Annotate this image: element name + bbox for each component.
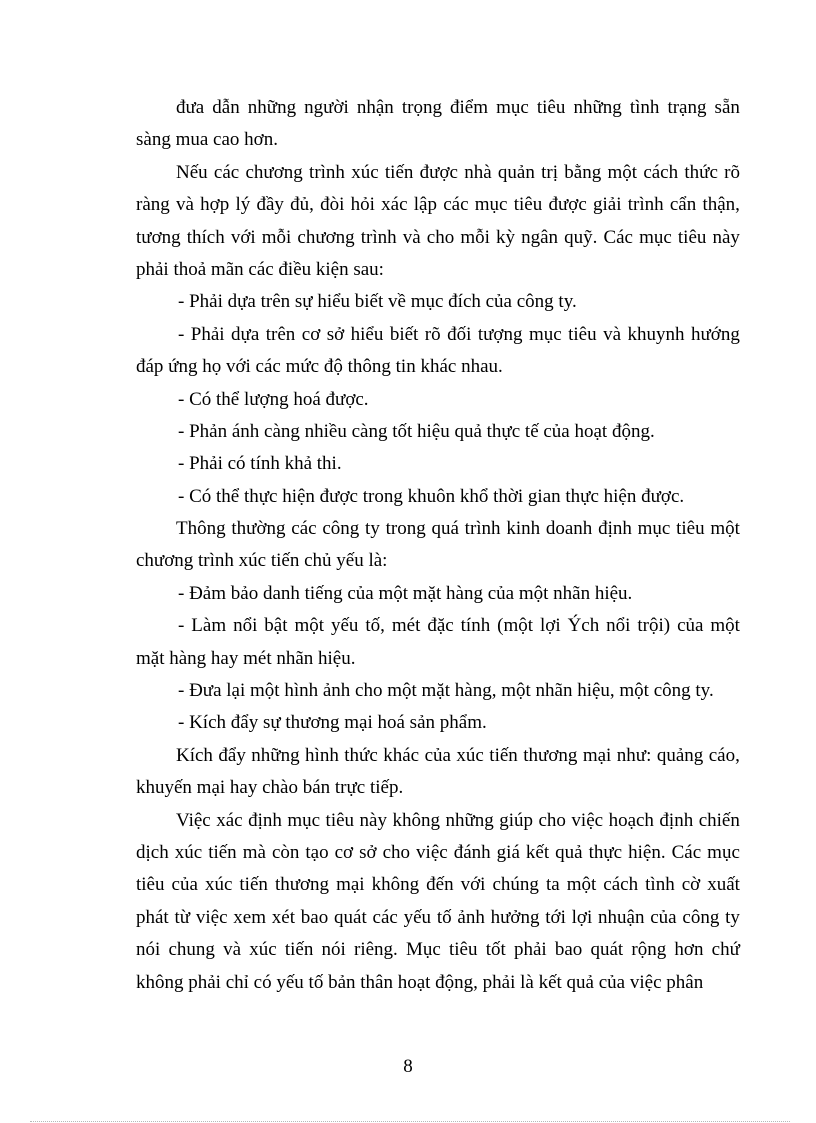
text-line: mặt hàng hay mét nhãn hiệu.	[136, 647, 356, 669]
list-item: - Kích đẩy sự thương mại hoá sản phẩm.	[178, 712, 487, 734]
text-line: phát từ việc xem xét bao quát các yếu tố ảnh hưởng tới lợi nhuận của công ty	[136, 906, 740, 928]
text-line: tiêu của xúc tiến thương mại không đến với chúng ta một cách tình cờ xuất	[136, 874, 740, 896]
page-number: 8	[403, 1056, 413, 1077]
list-item: - Đưa lại một hình ảnh cho một mặt hàng, một nhãn hiệu, một công ty.	[178, 680, 714, 702]
list-item: - Đảm bảo danh tiếng của một mặt hàng của một nhãn hiệu.	[178, 582, 633, 604]
text-line: đưa dẫn những người nhận trọng điểm mục tiêu những tình trạng sẵn	[176, 97, 740, 118]
footer-divider	[30, 1121, 790, 1122]
text-line: Kích đẩy những hình thức khác của xúc tiến thương mại như: quảng cáo,	[176, 744, 740, 766]
text-line: Thông thường các công ty trong quá trình kinh doanh định mục tiêu một	[176, 518, 740, 540]
list-item: - Phản ánh càng nhiều càng tốt hiệu quả thực tế của hoạt động.	[178, 420, 655, 442]
body-text	[136, 92, 740, 999]
text-line: sàng mua cao hơn.	[136, 129, 278, 151]
text-line: tương thích với mỗi chương trình và cho mỗi kỳ ngân quỹ. Các mục tiêu này	[136, 226, 740, 248]
list-item: - Phải dựa trên cơ sở hiểu biết rõ đối tượng mục tiêu và khuynh hướng	[178, 323, 740, 345]
text-line: khuyến mại hay chào bán trực tiếp.	[136, 777, 404, 799]
text-line: ràng và hợp lý đầy đủ, đòi hỏi xác lập các mục tiêu được giải trình cẩn thận,	[136, 194, 740, 216]
list-item: - Có thể thực hiện được trong khuôn khổ thời gian thực hiện được.	[178, 485, 685, 507]
list-item: - Làm nổi bật một yếu tố, mét đặc tính (một lợi Ých nổi trội) của một	[178, 615, 740, 637]
list-item: - Có thể lượng hoá được.	[178, 388, 369, 410]
text-line: phải thoả mãn các điều kiện sau:	[136, 258, 384, 280]
text-line: nói chung và xúc tiến nói riêng. Mục tiêu tốt phải bao quát rộng hơn chứ	[136, 939, 740, 961]
list-item: - Phải dựa trên sự hiểu biết về mục đích của công ty.	[178, 291, 577, 313]
text-line: đáp ứng họ với các mức độ thông tin khác nhau.	[136, 356, 503, 378]
text-line: dịch xúc tiến mà còn tạo cơ sở cho việc đánh giá kết quả thực hiện. Các mục	[136, 841, 740, 863]
text-line: chương trình xúc tiến chủ yếu là:	[136, 550, 388, 572]
text-line: Việc xác định mục tiêu này không những giúp cho việc hoạch định chiến	[176, 809, 740, 831]
list-item: - Phải có tính khả thi.	[178, 453, 342, 475]
text-line: không phải chỉ có yếu tố bản thân hoạt động, phải là kết quả của việc phân	[136, 971, 704, 993]
text-line: Nếu các chương trình xúc tiến được nhà quản trị bằng một cách thức rõ	[176, 161, 740, 183]
